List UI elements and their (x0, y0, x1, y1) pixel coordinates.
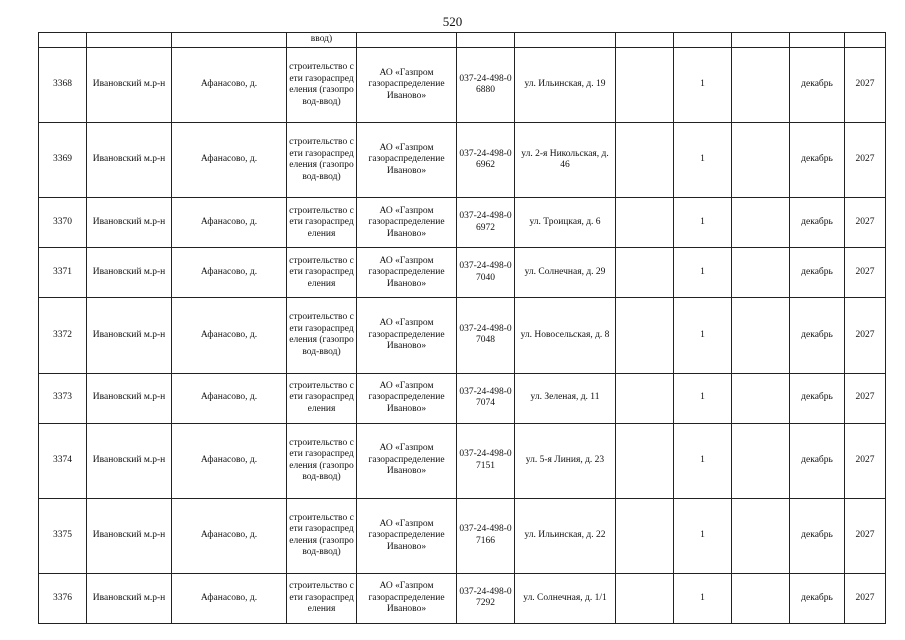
continued-row (39, 33, 886, 48)
cell-object-code: 037-24-498-07166 (457, 498, 515, 573)
cell-organization: АО «Газпром газораспределение Иваново» (357, 373, 457, 423)
cell-empty (172, 33, 287, 48)
table-row (39, 298, 886, 373)
cell-empty (515, 33, 616, 48)
cell-quantity: 1 (674, 198, 732, 248)
table-row (39, 373, 886, 423)
cell-organization: АО «Газпром газораспределение Иваново» (357, 48, 457, 123)
table-row (39, 498, 886, 573)
cell-district: Ивановский м.р-н (87, 298, 172, 373)
cell-settlement: Афанасово, д. (172, 423, 287, 498)
cell-empty (732, 198, 790, 248)
cell-address: ул. Троицкая, д. 6 (515, 198, 616, 248)
cell-empty (616, 123, 674, 198)
table-row (39, 48, 886, 123)
cell-empty (616, 33, 674, 48)
cell-year: 2027 (845, 248, 886, 298)
cell-month: декабрь (790, 123, 845, 198)
cell-settlement: Афанасово, д. (172, 48, 287, 123)
cell-organization: АО «Газпром газораспределение Иваново» (357, 123, 457, 198)
cell-object-code: 037-24-498-06880 (457, 48, 515, 123)
cell-district: Ивановский м.р-н (87, 498, 172, 573)
cell-organization: АО «Газпром газораспределение Иваново» (357, 198, 457, 248)
page-number: 520 (442, 14, 463, 29)
cell-month: декабрь (790, 248, 845, 298)
cell-number: 3376 (39, 573, 87, 623)
cell-month: декабрь (790, 573, 845, 623)
cell-year: 2027 (845, 373, 886, 423)
cell-district: Ивановский м.р-н (87, 373, 172, 423)
table-row (39, 573, 886, 623)
cell-month: декабрь (790, 373, 845, 423)
cell-address: ул. Зеленая, д. 11 (515, 373, 616, 423)
cell-number: 3370 (39, 198, 87, 248)
cell-quantity: 1 (674, 48, 732, 123)
cell-empty (616, 198, 674, 248)
cell-quantity: 1 (674, 423, 732, 498)
cell-empty (616, 498, 674, 573)
cell-work-type: строительство сети газораспределения (287, 248, 357, 298)
cell-number: 3368 (39, 48, 87, 123)
cell-district: Ивановский м.р-н (87, 48, 172, 123)
cell-work-type: строительство сети газораспределения (287, 198, 357, 248)
cell-address: ул. Солнечная, д. 29 (515, 248, 616, 298)
gas-network-table (38, 32, 885, 624)
cell-empty (357, 33, 457, 48)
cell-organization: АО «Газпром газораспределение Иваново» (357, 498, 457, 573)
cell-empty (845, 33, 886, 48)
cell-year: 2027 (845, 123, 886, 198)
cell-district: Ивановский м.р-н (87, 573, 172, 623)
cell-settlement: Афанасово, д. (172, 498, 287, 573)
cell-work-type: строительство сети газораспределения (газопровод-ввод) (287, 423, 357, 498)
cell-empty (616, 373, 674, 423)
cell-empty (732, 33, 790, 48)
cell-empty (732, 498, 790, 573)
cell-district: Ивановский м.р-н (87, 248, 172, 298)
cell-settlement: Афанасово, д. (172, 573, 287, 623)
cell-object-code: 037-24-498-07040 (457, 248, 515, 298)
cell-quantity: 1 (674, 298, 732, 373)
cell-empty (87, 33, 172, 48)
cell-month: декабрь (790, 298, 845, 373)
cell-continued-type: ввод) (287, 33, 357, 48)
cell-object-code: 037-24-498-07292 (457, 573, 515, 623)
cell-organization: АО «Газпром газораспределение Иваново» (357, 248, 457, 298)
cell-object-code: 037-24-498-07048 (457, 298, 515, 373)
cell-settlement: Афанасово, д. (172, 298, 287, 373)
cell-organization: АО «Газпром газораспределение Иваново» (357, 573, 457, 623)
cell-year: 2027 (845, 198, 886, 248)
cell-empty (732, 48, 790, 123)
cell-empty (616, 248, 674, 298)
cell-month: декабрь (790, 423, 845, 498)
cell-quantity: 1 (674, 573, 732, 623)
cell-work-type: строительство сети газораспределения (газопровод-ввод) (287, 48, 357, 123)
cell-number: 3375 (39, 498, 87, 573)
cell-number: 3374 (39, 423, 87, 498)
cell-district: Ивановский м.р-н (87, 423, 172, 498)
cell-empty (39, 33, 87, 48)
cell-address: ул. 2-я Никольская, д. 46 (515, 123, 616, 198)
cell-object-code: 037-24-498-06972 (457, 198, 515, 248)
cell-organization: АО «Газпром газораспределение Иваново» (357, 298, 457, 373)
cell-empty (732, 423, 790, 498)
cell-month: декабрь (790, 198, 845, 248)
cell-address: ул. Ильинская, д. 22 (515, 498, 616, 573)
table-row (39, 423, 886, 498)
cell-settlement: Афанасово, д. (172, 248, 287, 298)
cell-address: ул. Новосельская, д. 8 (515, 298, 616, 373)
cell-number: 3373 (39, 373, 87, 423)
cell-quantity: 1 (674, 498, 732, 573)
table-row (39, 123, 886, 198)
cell-empty (732, 298, 790, 373)
cell-year: 2027 (845, 573, 886, 623)
cell-settlement: Афанасово, д. (172, 373, 287, 423)
cell-month: декабрь (790, 48, 845, 123)
cell-year: 2027 (845, 498, 886, 573)
cell-work-type: строительство сети газораспределения (газопровод-ввод) (287, 123, 357, 198)
cell-object-code: 037-24-498-07074 (457, 373, 515, 423)
cell-organization: АО «Газпром газораспределение Иваново» (357, 423, 457, 498)
cell-empty (732, 248, 790, 298)
cell-number: 3369 (39, 123, 87, 198)
cell-address: ул. Ильинская, д. 19 (515, 48, 616, 123)
cell-object-code: 037-24-498-07151 (457, 423, 515, 498)
cell-empty (732, 123, 790, 198)
cell-empty (732, 373, 790, 423)
cell-empty (674, 33, 732, 48)
cell-address: ул. 5-я Линия, д. 23 (515, 423, 616, 498)
cell-empty (616, 423, 674, 498)
cell-empty (616, 48, 674, 123)
cell-settlement: Афанасово, д. (172, 123, 287, 198)
cell-empty (616, 573, 674, 623)
data-table (38, 32, 886, 624)
cell-district: Ивановский м.р-н (87, 198, 172, 248)
table-row (39, 248, 886, 298)
cell-year: 2027 (845, 423, 886, 498)
cell-empty (457, 33, 515, 48)
cell-empty (790, 33, 845, 48)
cell-number: 3372 (39, 298, 87, 373)
cell-empty (616, 298, 674, 373)
cell-work-type: строительство сети газораспределения (287, 373, 357, 423)
cell-number: 3371 (39, 248, 87, 298)
cell-settlement: Афанасово, д. (172, 198, 287, 248)
cell-object-code: 037-24-498-06962 (457, 123, 515, 198)
table-row (39, 198, 886, 248)
cell-year: 2027 (845, 298, 886, 373)
cell-month: декабрь (790, 498, 845, 573)
cell-quantity: 1 (674, 373, 732, 423)
cell-work-type: строительство сети газораспределения (газопровод-ввод) (287, 498, 357, 573)
cell-quantity: 1 (674, 248, 732, 298)
cell-quantity: 1 (674, 123, 732, 198)
cell-empty (732, 573, 790, 623)
cell-year: 2027 (845, 48, 886, 123)
cell-district: Ивановский м.р-н (87, 123, 172, 198)
cell-work-type: строительство сети газораспределения (287, 573, 357, 623)
cell-work-type: строительство сети газораспределения (газопровод-ввод) (287, 298, 357, 373)
cell-address: ул. Солнечная, д. 1/1 (515, 573, 616, 623)
